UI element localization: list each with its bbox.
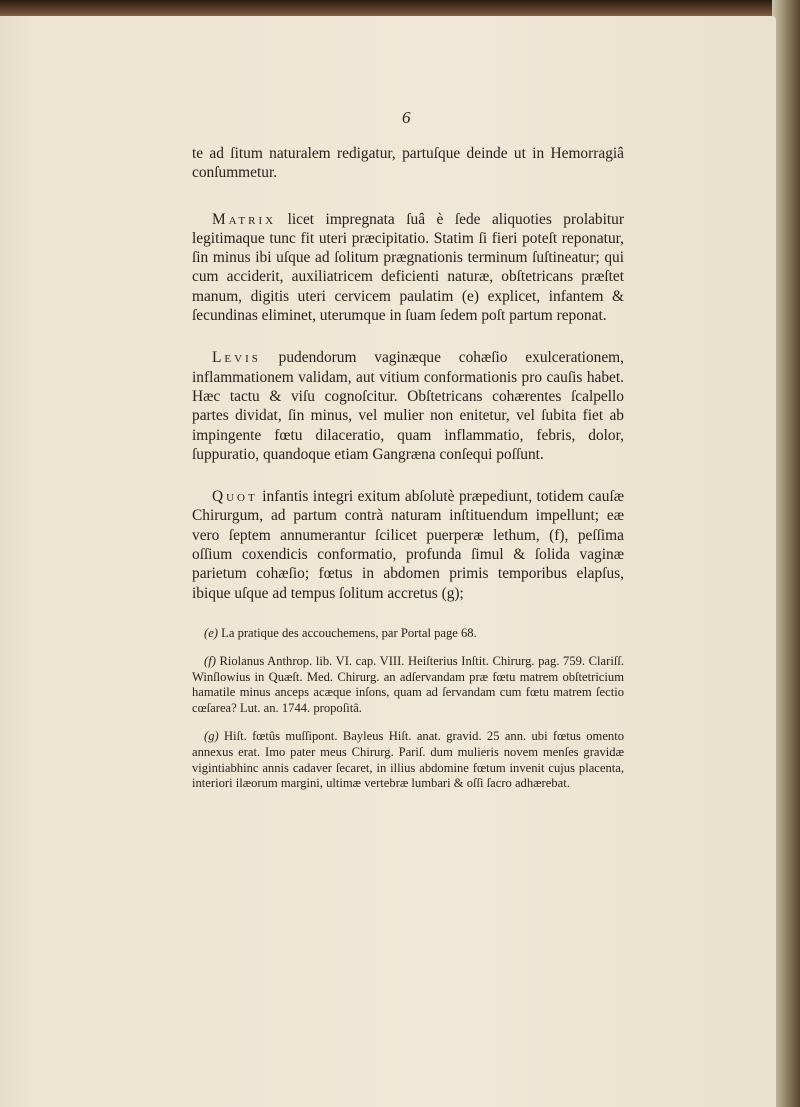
body-text [192, 144, 624, 804]
paragraph-2 [192, 210, 624, 326]
footnote-e [192, 626, 624, 642]
paragraph-4 [192, 487, 624, 603]
footnote-e-mark: (e) [204, 625, 218, 640]
page-number: 6 [402, 108, 411, 127]
footnote-e-text: La pratique des accouchemens, par Portal page 68. [217, 625, 477, 640]
paragraph-4-text: infantis integri exitum abſolutè præpediunt, totidem cauſæ Chirurgum, ad partum contrà naturam inſtituendum impellunt; eæ vero ſeptem annumerantur ſcilicet puerperæ lethum, (f), peſſima oſſium coxendicis conformatio, profunda ſimul & ſolida vaginæ parietum cohæſio; fœtus in abdomen primis temporibus elapſus, ibique uſque ad tempus ſolitum accretus (g); [192, 488, 624, 602]
footnote-f [192, 654, 624, 717]
book-page [0, 16, 776, 1107]
paragraph-1-text: te ad ſitum naturalem redigatur, partuſque deinde ut in Hemorragiâ conſummetur. [192, 145, 624, 182]
footnote-f-mark: (f) [204, 653, 216, 668]
paragraph-2-text: licet impregnata ſuâ è ſede aliquoties prolabitur legitimaque tunc fit uteri præcipitatio. Statim ſi fieri poteſt reponatur, ſin minus ibi uſque ad ſolitum prægnationis terminum ſuſtineatur; qui cum acciderit, auxiliatricem deficienti naturæ, obſtetricans præſtet manum, digitis uteri cervicem paulatim (e) explicet, infantem & ſecundinas eliminet, uterumque in ſuam ſedem poſt partum reponat. [192, 210, 624, 325]
footnote-g-text: Hiſt. fœtûs muſſipont. Bayleus Hiſt. anat. gravid. 25 ann. ubi fœtus omento annexus erat. Imo pater meus Chirurg. Pariſ. dum mulieris novem menſes gravidæ vigintiabhinc annis cadaver ſecaret, in illius abdomine fœtum invenit cujus placenta, interiori ilæorum margini, ultimæ vertebræ lumbari & oſſi ſacro adhærebat. [192, 728, 624, 791]
paragraph-2-lead: Matrix [212, 210, 277, 228]
paragraph-3-lead: Levis [212, 349, 261, 367]
paragraph-3-text: pudendorum vaginæque cohæſio exulcerationem, inflammationem validam, aut vitium conformationis pro cauſis habet. Hæc tactu & viſu cognoſcitur. Obſtetricans cohærentes ſcalpello partes dividat, ſin minus, vel mulier non enitetur, vel ſubita fiet ab impingente fœtu dilaceratio, quam inflammatio, febris, dolor, ſuppuratio, quandoque etiam Gangræna conſequi poſſunt. [192, 349, 624, 463]
paragraph-4-lead: Quot [212, 488, 258, 506]
book-page-edges [772, 0, 800, 1107]
footnotes [192, 626, 624, 792]
paragraph-1 [192, 144, 624, 183]
paragraph-3 [192, 348, 624, 464]
footnote-f-text: Riolanus Anthrop. lib. VI. cap. VIII. Heiſterius Inſtit. Chirurg. pag. 759. Clariſſ. Winſlowius in Quæſt. Med. Chirurg. an adſervandam præ fœtu matrem obſtetricium hamatile minus anceps acæque inſons, quam ad ſervandam cum fœtu matrem ſectio cœſarea? Lut. an. 1744. propoſitâ. [192, 653, 624, 716]
footnote-g [192, 729, 624, 792]
footnote-g-mark: (g) [204, 728, 219, 743]
